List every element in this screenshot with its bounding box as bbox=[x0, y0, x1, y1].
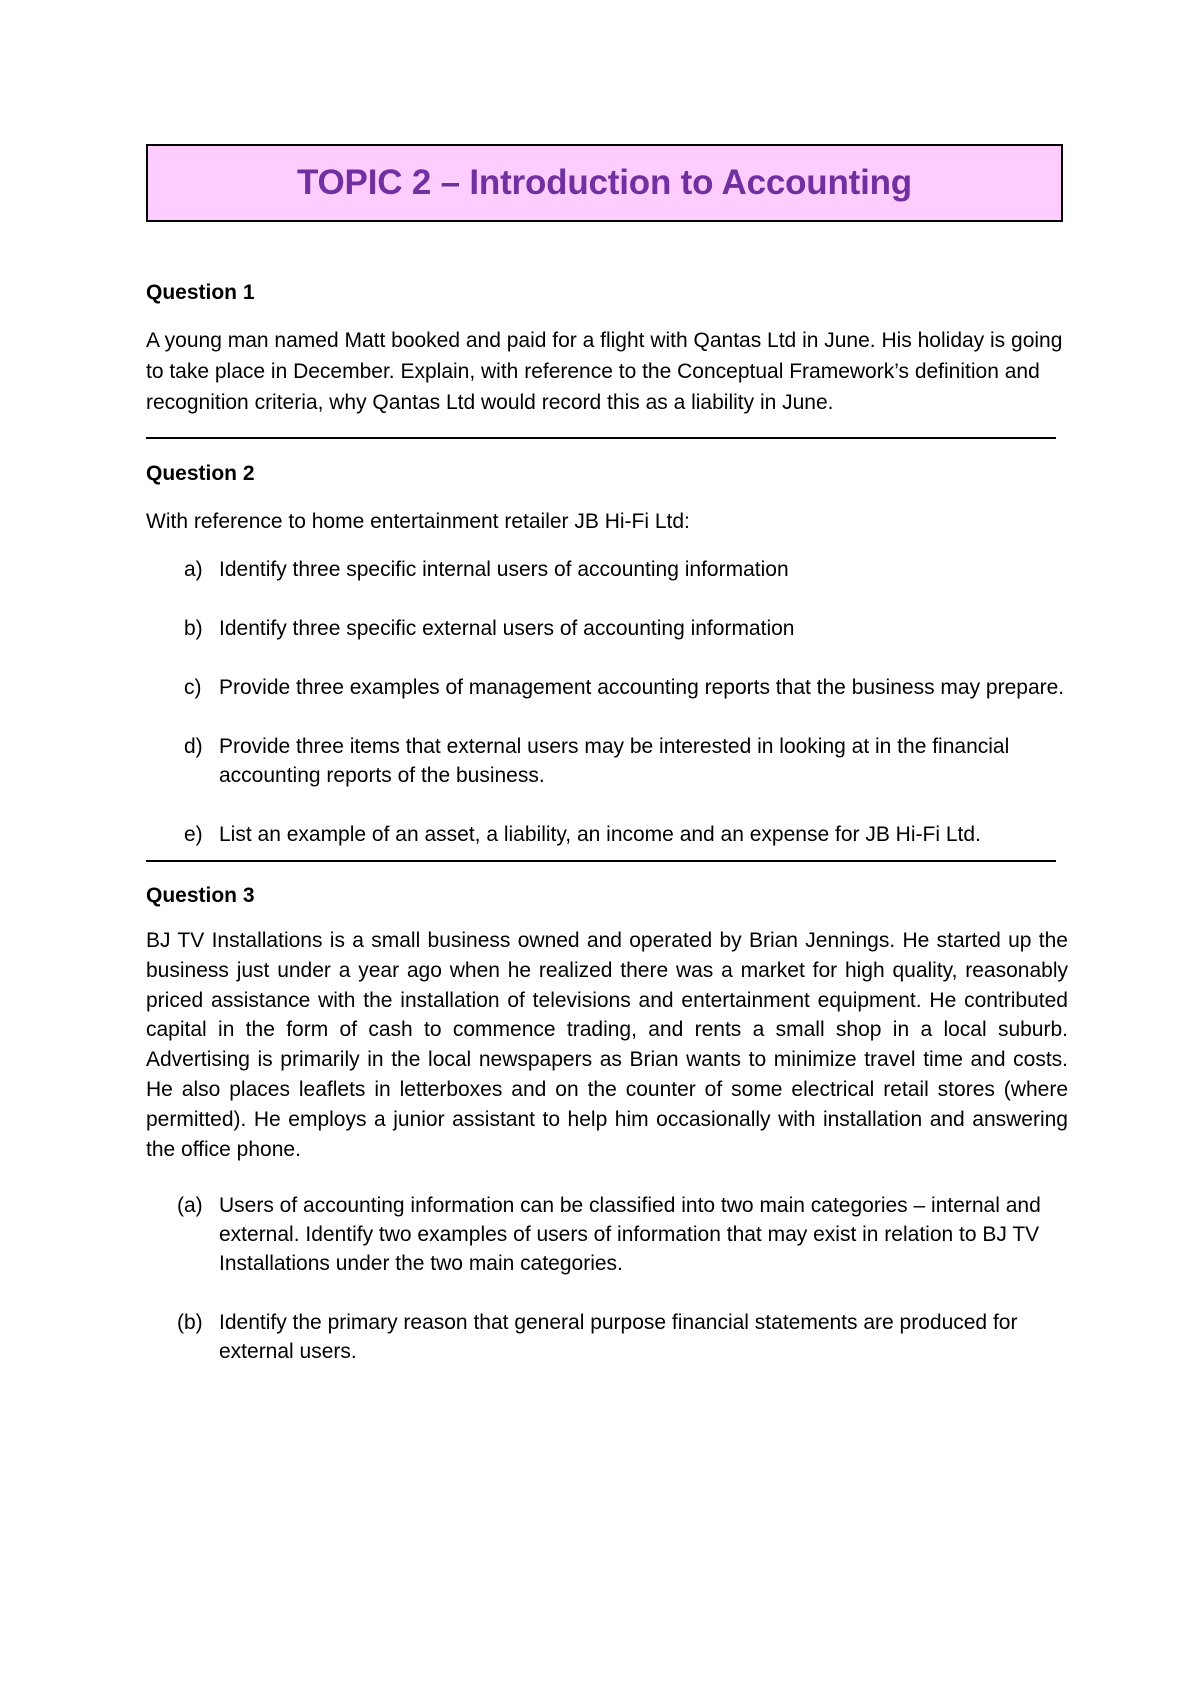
list-item bbox=[146, 1191, 1068, 1278]
list-marker: (a) bbox=[177, 1194, 203, 1218]
list-item-text: Users of accounting information can be classified into two main categories – internal and external. Identify two examples of users of information that may exist in relation to BJ TV Installations under the two main categories. bbox=[219, 1194, 1041, 1276]
list-item-text: List an example of an asset, a liability, an income and an expense for JB Hi-Fi Ltd. bbox=[219, 823, 981, 846]
list-item-text: Identify three specific external users of accounting information bbox=[219, 617, 795, 640]
question-2-section bbox=[146, 459, 1068, 849]
list-item-text: Provide three items that external users may be interested in looking at in the financial accounting reports of the business. bbox=[219, 735, 1010, 787]
list-item bbox=[146, 673, 1068, 702]
list-marker: d) bbox=[184, 735, 203, 758]
list-item-text: Identify three specific internal users of accounting information bbox=[219, 558, 789, 581]
list-marker: a) bbox=[184, 558, 203, 581]
list-marker: c) bbox=[184, 676, 202, 699]
question-1-section bbox=[146, 278, 1068, 418]
list-marker: b) bbox=[184, 617, 203, 640]
question-2-list bbox=[146, 555, 1068, 849]
question-2-heading: Question 2 bbox=[146, 462, 255, 485]
question-2-intro: With reference to home entertainment retailer JB Hi-Fi Ltd: bbox=[146, 510, 690, 533]
list-item bbox=[146, 732, 1068, 790]
list-item bbox=[146, 1308, 1068, 1366]
question-3-text: BJ TV Installations is a small business owned and operated by Brian Jennings. He started up the business just under a year ago when he realized there was a market for high quality, reasonably priced assistance with the installation of televisions and entertainment equipment. He contributed capital in the form of cash to commence trading, and rents a small shop in a local suburb. Advertising is primarily in the local newspapers as Brian wants to minimize travel time and costs. He also places leaflets in letterboxes and on the counter of some electrical retail stores (where permitted). He employs a junior assistant to help him occasionally with installation and answering the office phone. bbox=[146, 929, 1068, 1161]
question-3-list bbox=[146, 1191, 1068, 1366]
question-3-heading: Question 3 bbox=[146, 884, 255, 907]
list-item-text: Provide three examples of management accounting reports that the business may prepare. bbox=[219, 676, 1065, 699]
question-3-section bbox=[146, 881, 1068, 1366]
list-item bbox=[146, 614, 1068, 643]
section-divider bbox=[146, 860, 1056, 862]
list-item bbox=[146, 820, 1068, 849]
topic-title-box bbox=[146, 144, 1063, 222]
list-item bbox=[146, 555, 1068, 584]
question-1-heading: Question 1 bbox=[146, 281, 255, 304]
list-marker: e) bbox=[184, 823, 203, 846]
topic-title: TOPIC 2 – Introduction to Accounting bbox=[296, 163, 912, 202]
list-item-text: Identify the primary reason that general purpose financial statements are produced for external users. bbox=[219, 1311, 1018, 1364]
question-1-text: A young man named Matt booked and paid for a flight with Qantas Ltd in June. His holiday is going to take place in December. Explain, with reference to the Conceptual Framework’s definition and recognition criteria, why Qantas Ltd would record this as a liability in June. bbox=[146, 329, 1063, 414]
section-divider bbox=[146, 437, 1056, 439]
list-marker: (b) bbox=[177, 1311, 203, 1335]
